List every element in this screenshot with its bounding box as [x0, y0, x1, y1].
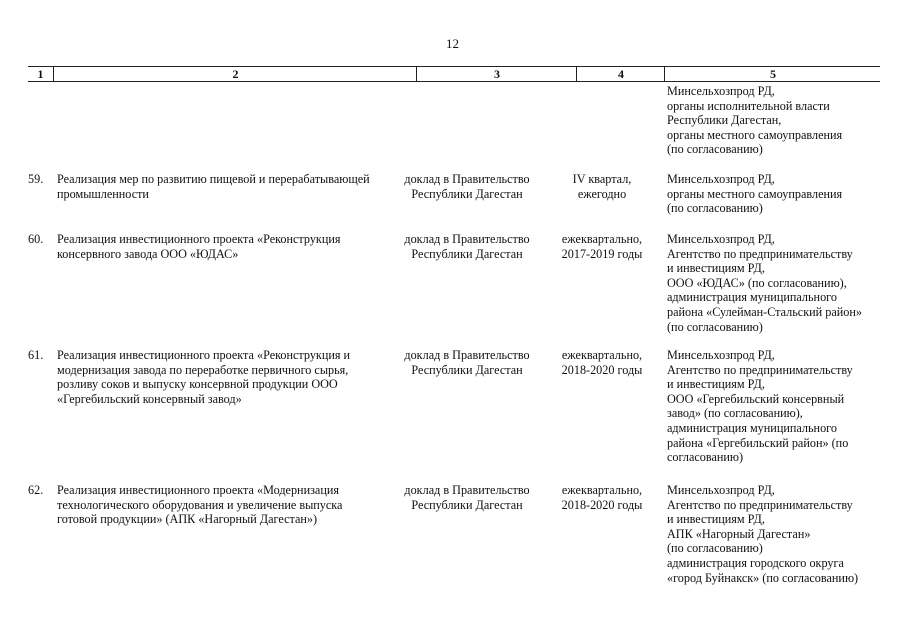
report-form: доклад в Правительство Республики Дагестан — [404, 232, 530, 261]
column-header-4: 4 — [576, 67, 665, 81]
report-form: доклад в Правительство Республики Дагестан — [404, 348, 530, 377]
column-header-2: 2 — [53, 67, 417, 81]
row-number: 59. — [28, 172, 44, 186]
responsible-cell: Минсельхозпрод РД, Агентство по предпринимательству и инвестициям РД, АПК «Нагорный Дагестан» (по согласованию) администрация городского округа «город Буйнакск» (по согласованию) — [667, 483, 859, 585]
column-header-1: 1 — [37, 67, 44, 81]
responsible-cell: Минсельхозпрод РД, Агентство по предпринимательству и инвестициям РД, ООО «ЮДАС» (по согласованию), администрация муниципального района «Сулейман-Стальский район» (по согласованию) — [667, 232, 862, 334]
measure-description: Реализация инвестиционного проекта «Модернизация технологического оборудования и увеличение выпуска готовой продукции» (АПК «Нагорный Дагестан») — [57, 483, 343, 527]
column-header-3: 3 — [416, 67, 577, 81]
measure-description: Реализация мер по развитию пищевой и перерабатывающей промышленности — [57, 172, 370, 201]
row-number: 61. — [28, 348, 44, 362]
deadline: IV квартал, ежегодно — [572, 172, 632, 201]
page-number: 12 — [446, 36, 459, 51]
report-form: доклад в Правительство Республики Дагестан — [404, 483, 530, 512]
row-number: 60. — [28, 232, 44, 246]
deadline: ежеквартально, 2017-2019 годы — [561, 232, 643, 261]
measure-description: Реализация инвестиционного проекта «Реконструкция консервного завода ООО «ЮДАС» — [57, 232, 341, 261]
row-number: 62. — [28, 483, 44, 497]
responsible-cell: Минсельхозпрод РД, органы исполнительной власти Республики Дагестан, органы местного самоуправления (по согласованию) — [667, 84, 843, 157]
table-header-row — [28, 66, 880, 82]
column-header-5: 5 — [664, 67, 881, 81]
measure-description: Реализация инвестиционного проекта «Реконструкция и модернизация завода по переработке первичного сырья, розливу соков и выпуску консервной продукции ООО «Гергебильский консервный завод» — [57, 348, 351, 406]
deadline: ежеквартально, 2018-2020 годы — [561, 348, 643, 377]
report-form: доклад в Правительство Республики Дагестан — [404, 172, 530, 201]
responsible-cell: Минсельхозпрод РД, Агентство по предпринимательству и инвестициям РД, ООО «Гергебильский консервный завод» (по согласованию), администрация муниципального района «Гергебильский район» (по согласованию) — [667, 348, 853, 465]
responsible-cell: Минсельхозпрод РД, органы местного самоуправления (по согласованию) — [667, 172, 843, 216]
deadline: ежеквартально, 2018-2020 годы — [561, 483, 643, 512]
